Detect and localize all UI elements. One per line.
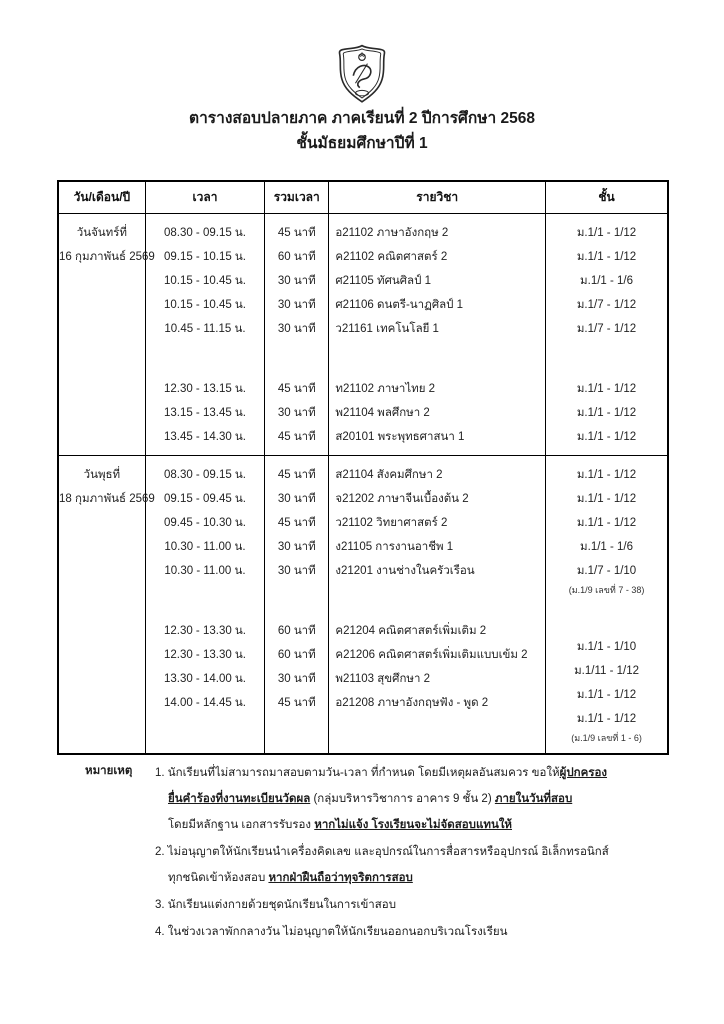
duration-cell <box>265 455 329 754</box>
duration-value: 45 นาที <box>277 696 316 709</box>
class-value: ม.1/1 - 1/12 <box>576 468 637 481</box>
class-value: ม.1/1 - 1/12 <box>576 406 637 419</box>
date-cell <box>58 213 155 455</box>
note-item <box>155 760 645 838</box>
duration-value: 30 นาที <box>277 540 316 553</box>
time-value: 08.30 - 09.15 น. <box>163 468 246 481</box>
time-value: 10.15 - 10.45 น. <box>163 274 246 287</box>
note-line <box>155 892 645 918</box>
header-duration: รวมเวลา <box>265 181 329 213</box>
note-text: 2. ไม่อนุญาตให้นักเรียนนำเครื่องคิดเลข และอุปกรณ์ในการสื่อสารหรืออุปกรณ์ อิเล็กทรอนิกส์ <box>155 846 609 858</box>
class-value: ม.1/7 - 1/10 <box>576 564 637 577</box>
duration-value: 45 นาที <box>277 516 316 529</box>
class-value: ม.1/1 - 1/12 <box>576 226 637 239</box>
subject-value: ส21104 สังคมศึกษา 2 <box>335 468 443 481</box>
header-date: วัน/เดือน/ปี <box>58 181 145 213</box>
header-time: เวลา <box>145 181 264 213</box>
duration-value: 60 นาที <box>277 648 316 661</box>
duration-value: 30 นาที <box>277 298 316 311</box>
class-value: ม.1/1 - 1/6 <box>580 540 634 553</box>
subject-value: ค21102 คณิตศาสตร์ 2 <box>335 250 448 263</box>
day-name: วันพุธที่ <box>83 468 121 481</box>
day-date: 18 กุมภาพันธ์ 2569 <box>59 492 155 505</box>
class-value: ม.1/1 - 1/12 <box>576 516 637 529</box>
time-value: 13.15 - 13.45 น. <box>163 406 246 419</box>
class-value: ม.1/1 - 1/6 <box>580 274 634 287</box>
time-value: 12.30 - 13.15 น. <box>163 382 246 395</box>
note-line <box>155 760 645 786</box>
note-line <box>155 812 645 838</box>
subject-value: ท21102 ภาษาไทย 2 <box>335 382 436 395</box>
class-value: ม.1/7 - 1/12 <box>576 322 637 335</box>
time-value: 09.15 - 09.45 น. <box>163 492 246 505</box>
class-cell <box>546 213 668 455</box>
subject-value: ค21204 คณิตศาสตร์เพิ่มเติม 2 <box>335 624 487 637</box>
lunch-gap <box>265 341 328 377</box>
subject-value: ค21206 คณิตศาสตร์เพิ่มเติมแบบเข้ม 2 <box>335 648 528 661</box>
title-block <box>0 106 724 156</box>
class-value: ม.1/1 - 1/12 <box>576 430 637 443</box>
time-value: 10.30 - 11.00 น. <box>164 564 246 577</box>
note-item <box>155 919 645 945</box>
time-value: 09.15 - 10.15 น. <box>163 250 246 263</box>
duration-value: 30 นาที <box>277 406 316 419</box>
note-line <box>155 786 645 812</box>
exam-schedule-table <box>57 180 669 755</box>
date-cell <box>58 455 155 754</box>
time-value: 10.45 - 11.15 น. <box>164 322 246 335</box>
lunch-gap <box>329 341 545 377</box>
class-value: ม.1/1 - 1/12 <box>576 492 637 505</box>
subject-value: พ21104 พลศึกษา 2 <box>335 406 430 419</box>
time-cell <box>145 213 264 455</box>
header-subject: รายวิชา <box>329 181 546 213</box>
time-value: 08.30 - 09.15 น. <box>163 226 246 239</box>
duration-value: 60 นาที <box>277 250 316 263</box>
duration-value: 60 นาที <box>277 624 316 637</box>
class-value: ม.1/1 - 1/12 <box>576 250 637 263</box>
note-line <box>155 865 645 891</box>
time-value: 12.30 - 13.30 น. <box>163 624 246 637</box>
lunch-gap <box>546 599 667 635</box>
subject-value: ศ21106 ดนตรี-นาฏศิลป์ 1 <box>335 298 464 311</box>
subject-value: พ21103 สุขศึกษา 2 <box>335 672 431 685</box>
note-line <box>155 919 645 945</box>
note-text: 3. นักเรียนแต่งกายด้วยชุดนักเรียนในการเข้าสอบ <box>155 899 396 911</box>
subject-value: ส20101 พระพุทธศาสนา 1 <box>335 430 465 443</box>
header-class: ชั้น <box>546 181 668 213</box>
lunch-gap <box>146 341 264 377</box>
table-header-row <box>58 181 668 213</box>
lunch-gap <box>146 583 264 619</box>
class-cell <box>546 455 668 754</box>
time-value: 13.30 - 14.00 น. <box>163 672 246 685</box>
time-value: 10.30 - 11.00 น. <box>164 540 246 553</box>
lunch-gap <box>265 583 328 619</box>
duration-cell <box>265 213 329 455</box>
exam-day-section <box>58 455 668 754</box>
subject-value: ง21105 การงานอาชีพ 1 <box>335 540 454 553</box>
class-value: ม.1/7 - 1/12 <box>576 298 637 311</box>
note-item <box>155 839 645 891</box>
note-text: โดยมีหลักฐาน เอกสารรับรอง <box>168 819 315 831</box>
page-subtitle: ชั้นมัธยมศึกษาปีที่ 1 <box>296 135 428 152</box>
subject-value: ว21102 วิทยาศาสตร์ 2 <box>335 516 448 529</box>
note-emphasis: ยื่นคำร้องที่งานทะเบียนวัดผล <box>168 793 311 805</box>
class-value: ม.1/1 - 1/12 <box>576 382 637 395</box>
note-item <box>155 892 645 918</box>
duration-value: 45 นาที <box>277 226 316 239</box>
duration-value: 30 นาที <box>277 672 316 685</box>
duration-value: 45 นาที <box>277 468 316 481</box>
class-value: ม.1/1 - 1/12 <box>576 712 637 725</box>
note-line <box>155 839 645 865</box>
school-crest-icon <box>334 44 390 104</box>
subject-value: ศ21105 ทัศนศิลป์ 1 <box>335 274 431 287</box>
subject-value: อ21102 ภาษาอังกฤษ 2 <box>335 226 449 239</box>
notes-label: หมายเหตุ <box>85 765 133 777</box>
notes-body <box>155 760 645 946</box>
note-emphasis: หากไม่แจ้ง โรงเรียนจะไม่จัดสอบแทนให้ <box>314 819 513 831</box>
subject-cell <box>329 455 546 754</box>
day-name: วันจันทร์ที่ <box>76 226 128 239</box>
duration-value: 45 นาที <box>277 430 316 443</box>
crest-container <box>0 44 724 104</box>
note-text: ทุกชนิดเข้าห้องสอบ <box>168 872 269 884</box>
time-value: 10.15 - 10.45 น. <box>163 298 246 311</box>
note-emphasis: ภายในวันที่สอบ <box>494 793 573 805</box>
subject-value: ว21161 เทคโนโลยี 1 <box>335 322 439 335</box>
time-value: 13.45 - 14.30 น. <box>163 430 246 443</box>
time-value: 14.00 - 14.45 น. <box>163 696 246 709</box>
lunch-gap <box>329 583 545 619</box>
subject-cell <box>329 213 546 455</box>
class-value: ม.1/11 - 1/12 <box>574 664 639 677</box>
duration-value: 30 นาที <box>277 274 316 287</box>
subject-value: จ21202 ภาษาจีนเบื้องต้น 2 <box>335 492 469 505</box>
class-value: ม.1/1 - 1/10 <box>576 640 637 653</box>
exam-day-section <box>58 213 668 455</box>
duration-value: 30 นาที <box>277 492 316 505</box>
lunch-gap <box>546 341 667 377</box>
subject-value: ง21201 งานช่างในครัวเรือน <box>335 564 475 577</box>
note-emphasis: ผู้ปกครอง <box>559 767 608 779</box>
page-title: ตารางสอบปลายภาค ภาคเรียนที่ 2 ปีการศึกษา 2568 <box>189 110 535 127</box>
class-note: (ม.1/9 เลขที่ 1 - 6) <box>571 732 642 743</box>
duration-value: 45 นาที <box>277 382 316 395</box>
duration-value: 30 นาที <box>277 564 316 577</box>
day-date: 16 กุมภาพันธ์ 2569 <box>59 250 155 263</box>
duration-value: 30 นาที <box>277 322 316 335</box>
note-text: 4. ในช่วงเวลาพักกลางวัน ไม่อนุญาตให้นักเรียนออกนอกบริเวณโรงเรียน <box>155 926 508 938</box>
class-value: ม.1/1 - 1/12 <box>576 688 637 701</box>
note-text: (กลุ่มบริหารวิชาการ อาคาร 9 ชั้น 2) <box>310 793 495 805</box>
time-value: 09.45 - 10.30 น. <box>163 516 246 529</box>
note-emphasis: หากฝ่าฝืนถือว่าทุจริตการสอบ <box>268 872 413 884</box>
time-cell <box>145 455 264 754</box>
class-note: (ม.1/9 เลขที่ 7 - 38) <box>568 584 645 595</box>
note-text: 1. นักเรียนที่ไม่สามารถมาสอบตามวัน-เวลา ที่กำหนด โดยมีเหตุผลอันสมควร ขอให้ <box>155 767 560 779</box>
subject-value: อ21208 ภาษาอังกฤษฟัง - พูด 2 <box>335 696 489 709</box>
time-value: 12.30 - 13.30 น. <box>163 648 246 661</box>
